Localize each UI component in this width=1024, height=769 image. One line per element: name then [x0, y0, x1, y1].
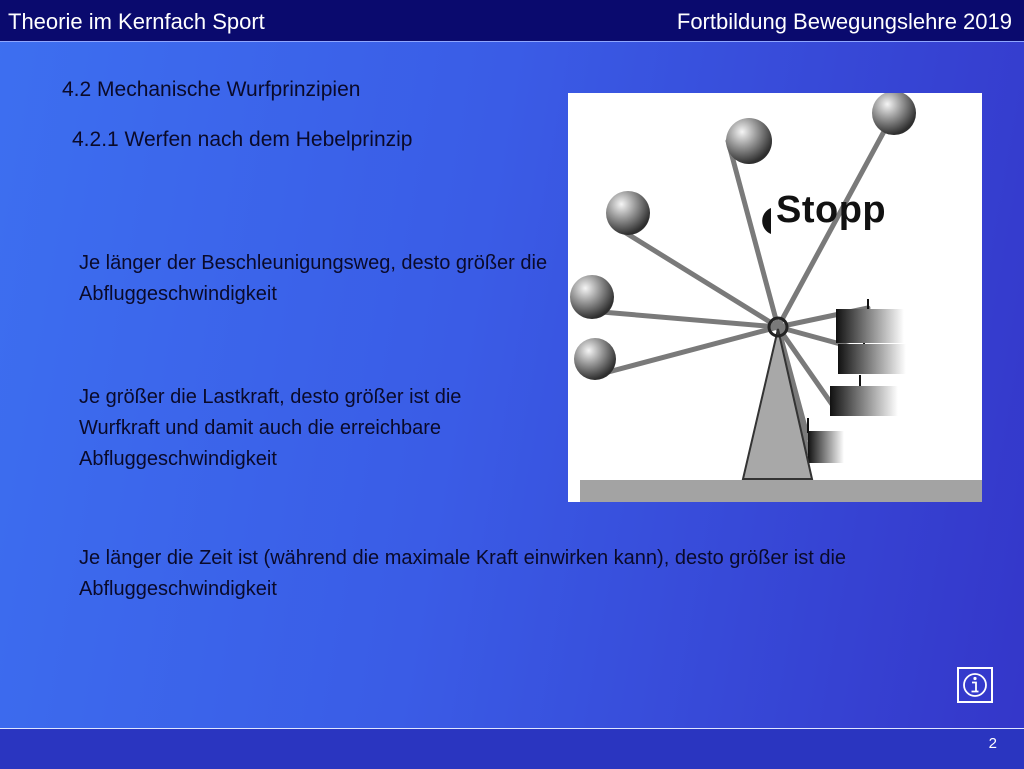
- header-right-title: Fortbildung Bewegungslehre 2019: [676, 9, 1012, 34]
- stop-marker-icon: [762, 208, 771, 234]
- paragraph-force-duration: Je länger die Zeit ist (während die maximale Kraft einwirken kann), desto größer ist die Abfluggeschwindigkeit: [79, 547, 847, 600]
- ball: [726, 118, 772, 164]
- ball: [872, 93, 916, 135]
- lever-diagram: [568, 93, 982, 502]
- weight-block: [808, 431, 844, 463]
- stop-label: Stopp: [776, 189, 887, 231]
- paragraph-acceleration-path: Je länger der Beschleunigungsweg, desto größer die Abfluggeschwindigkeit: [79, 252, 548, 305]
- weight-block: [838, 344, 906, 374]
- section-title: 4.2 Mechanische Wurfprinzipien: [62, 78, 361, 101]
- header-left-title: Theorie im Kernfach Sport: [8, 9, 265, 34]
- subsection-title: 4.2.1 Werfen nach dem Hebelprinzip: [72, 128, 413, 151]
- page-number: 2: [988, 735, 997, 752]
- weight-block: [830, 386, 898, 416]
- info-icon: [959, 669, 991, 701]
- ball: [574, 338, 616, 380]
- lever-throw-illustration: [568, 93, 982, 502]
- weight-block: [836, 309, 904, 343]
- lever-stand: [743, 329, 812, 479]
- slide-header: [0, 0, 1024, 42]
- ball: [606, 191, 650, 235]
- slide-footer: [0, 728, 1024, 769]
- paragraph-load-force: Je größer die Lastkraft, desto größer ist die Wurfkraft und damit auch die erreichbare Abfluggeschwindigkeit: [79, 386, 462, 470]
- ground-base: [580, 480, 982, 502]
- ball: [570, 275, 614, 319]
- info-button[interactable]: [957, 667, 993, 703]
